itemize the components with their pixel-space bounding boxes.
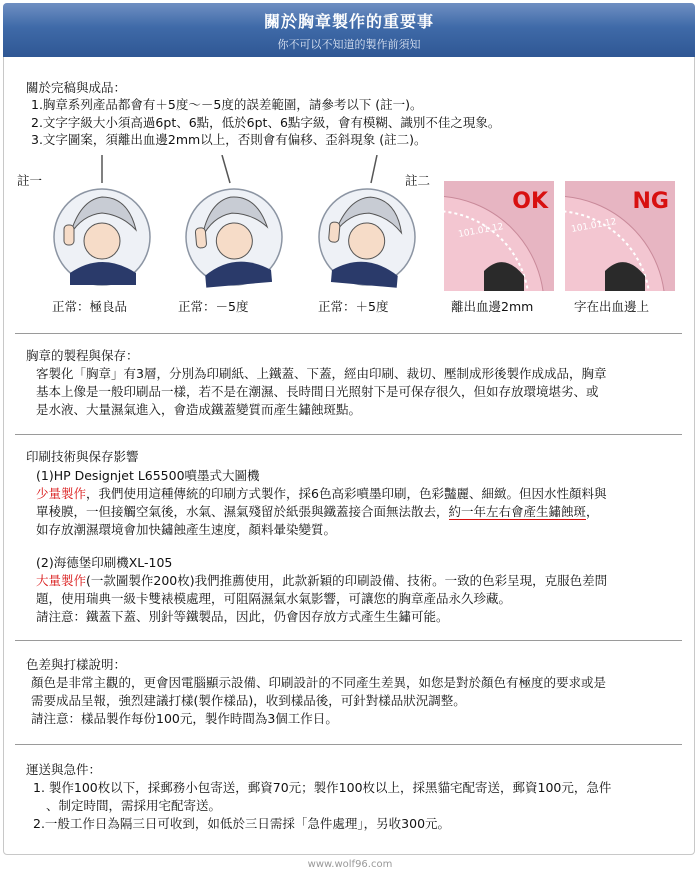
caption-bleed-ng: 字在出血邊上 [574,299,650,314]
section1-item: 3.文字圖案，須離出血邊2mm以上，否則會有偏移、歪斜現象 (註二)。 [31,132,427,147]
section1-item: 2.文字字級大小須高過6pt、6點，低於6pt、6點字級，會有模糊、識別不佳之現象。 [31,115,501,130]
divider [15,434,682,435]
page-header [3,3,695,57]
section2-line: 基本上像是一般印刷品一樣，若不是在潮濕、長時間日光照射下是可保存很久，但如存放環境堪劣、或 [36,384,599,399]
section5-line: 2.一般工作日為隔三日可收到，如低於三日需採「急件處理」，另收300元。 [33,816,451,831]
note1-label: 註一 [17,173,43,188]
badge-minus5-image [172,155,292,295]
section2-heading: 胸章的製程與保存： [26,348,139,363]
caption-bleed-ok: 離出血邊2mm [451,299,534,314]
printer1-line2: 單稜膜，一但接觸空氣後，水氣、濕氣殘留於紙張與鐵蓋接合面無法散去，約一年左右會產生鏽蝕斑， [36,504,599,519]
divider [15,333,682,334]
section4-line: 需要成品呈報，強烈建議打樣(製作樣品)，收到樣品後，可針對樣品狀況調整。 [31,693,466,708]
badge-normal-image [40,155,160,295]
large-batch-label: 大量製作 [36,573,87,588]
small-batch-label: 少量製作 [36,486,87,501]
sample-date-text: 101.01.12 [570,217,618,235]
printer2-line3: 請注意：鐵蓋下蓋、別針等鐵製品，因此，仍會因存放方式產生生鏽可能。 [36,609,449,624]
section4-line: 請注意：樣品製作每份100元，製作時間為3個工作日。 [31,711,338,726]
section5-heading: 運送與急件： [26,762,102,777]
printer2-line2: 題，使用瑞典一級卡雙裱模處理，可阻隔濕氣水氣影響，可讓您的胸章產品永久珍藏。 [36,591,512,606]
sample-ok-image [444,181,554,291]
ng-label: NG [632,189,669,214]
page-title: 關於胸章製作的重要事 [263,12,434,31]
printer1-line3: 如存放潮濕環境會加快鏽蝕產生速度，顏料暈染變質。 [36,522,337,537]
section4-line: 顏色是非常主觀的，更會因電腦顯示設備、印刷設計的不同產生差異，如您是對於顏色有極度的要求或是 [31,675,607,690]
divider [15,640,682,641]
section2-line: 是水液、大量濕氣進入，會造成鐵蓋變質而產生鏽蝕斑點。 [36,402,362,417]
sample-date-text: 101.01.12 [457,222,505,240]
section4-heading: 色差與打樣說明： [26,657,127,672]
printer1-title: (1)HP Designjet L65500噴墨式大圖機 [36,468,260,483]
printer1-line1: 少量製作，我們使用這種傳統的印刷方式製作，採6色高彩噴墨印刷，色彩豔麗、細緻。但因水性顏料與 [36,486,607,501]
badge-plus5-image [305,155,425,295]
caption-normal: 正常：極良品 [52,299,128,314]
section5-line: 1. 製作100枚以下，採郵務小包寄送，郵資70元；製作100枚以上，採黑貓宅配寄送，郵資100元，急件 [33,780,612,795]
section3-heading: 印刷技術與保存影響 [26,449,139,464]
footer-url: www.wolf96.com [307,859,393,870]
printer2-line1: 大量製作(一款圖製作200枚)我們推薦使用，此款新穎的印刷設備、技術。一致的色彩呈現，克服色差問 [36,573,608,588]
section5-line: 、制定時間，需採用宅配寄送。 [46,798,222,813]
printer2-title: (2)海德堡印刷機XL-105 [36,555,173,570]
rust-warning: 約一年左右會產生鏽蝕斑 [448,504,587,519]
page-subtitle: 你不可以不知道的製作前須知 [277,38,421,51]
section1-item: 1.胸章系列產品都會有＋5度～－5度的誤差範圍，請參考以下 (註一)。 [31,97,423,112]
ok-label: OK [512,189,548,214]
caption-minus5: 正常：－5度 [178,299,249,314]
sample-ng-image [565,181,675,291]
divider [15,744,682,745]
caption-plus5: 正常：＋5度 [318,299,389,314]
section2-line: 客製化「胸章」有3層，分別為印刷紙、上鐵蓋、下蓋，經由印刷、裁切、壓制成形後製作成成品，胸章 [36,366,607,381]
note2-label: 註二 [405,173,431,188]
section1-heading: 關於完稿與成品： [26,80,127,95]
